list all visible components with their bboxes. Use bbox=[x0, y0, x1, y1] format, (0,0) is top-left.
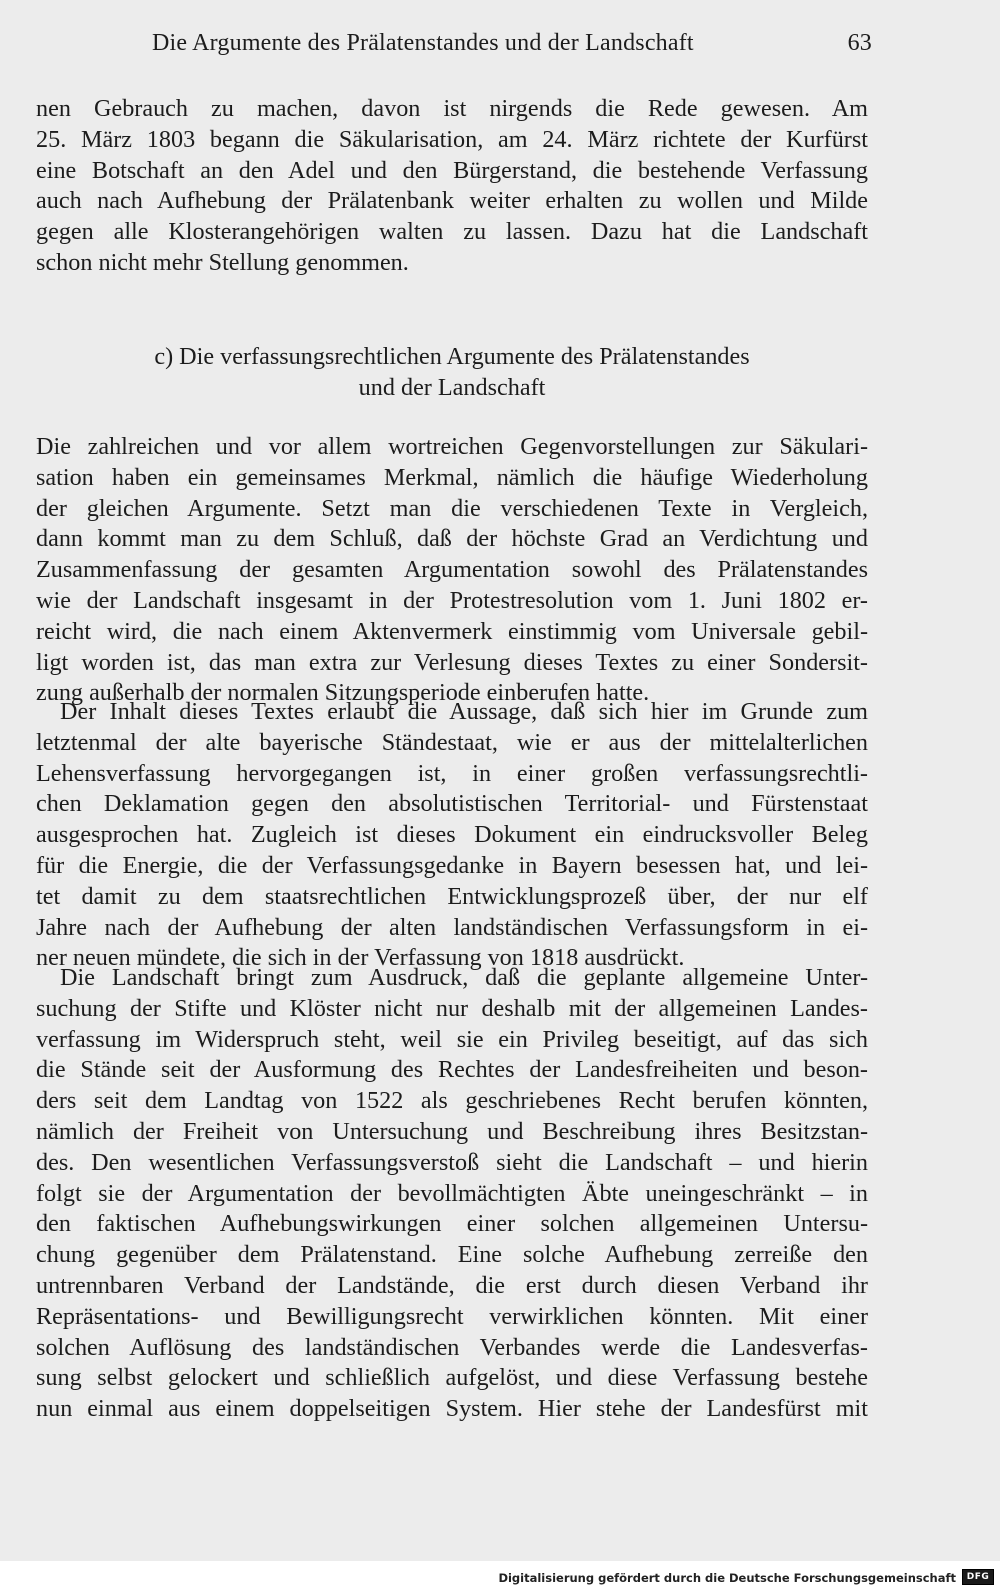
text-line: Lehensverfassung hervorgegangen ist, in einer großen verfassungsrechtli- bbox=[36, 759, 868, 787]
text-line: der gleichen Argumente. Setzt man die verschiedenen Texte in Vergleich, bbox=[36, 494, 868, 522]
running-head-title: Die Argumente des Prälatenstandes und der Landschaft bbox=[152, 30, 694, 56]
text-line: 25. März 1803 begann die Säkularisation, am 24. März richtete der Kurfürst bbox=[36, 125, 868, 153]
text-line: Jahre nach der Aufhebung der alten landständischen Verfassungsform in ei- bbox=[36, 913, 868, 941]
text-line: auch nach Aufhebung der Prälatenbank weiter erhalten zu wollen und Milde bbox=[36, 187, 868, 215]
text-line: des. Den wesentlichen Verfassungsverstoß sieht die Landschaft – und hierin bbox=[36, 1148, 868, 1176]
text-line: ner neuen mündete, die sich in der Verfassung von 1818 ausdrückt. bbox=[36, 944, 685, 972]
text-line: Die Landschaft bringt zum Ausdruck, daß die geplante allgemeine Unter- bbox=[60, 964, 868, 991]
paragraph bbox=[36, 697, 868, 974]
text-line: nämlich der Freiheit von Untersuchung und Beschreibung ihres Besitzstan- bbox=[36, 1117, 868, 1145]
text-line: chen Deklamation gegen den absolutistischen Territorial- und Fürstenstaat bbox=[36, 790, 868, 818]
paragraph-continuation bbox=[36, 94, 868, 279]
text-line: Der Inhalt dieses Textes erlaubt die Aussage, daß sich hier im Grunde zum bbox=[60, 698, 868, 725]
paragraph bbox=[36, 963, 868, 1425]
text-line: eine Botschaft an den Adel und den Bürgerstand, die bestehende Verfassung bbox=[36, 156, 868, 184]
text-line: untrennbaren Verband der Landstände, die erst durch diesen Verband ihr bbox=[36, 1271, 868, 1299]
funding-credit: Digitalisierung gefördert durch die Deutsche Forschungsgemeinschaft bbox=[498, 1571, 956, 1585]
text-line: Die zahlreichen und vor allem wortreichen Gegenvorstellungen zur Säkulari- bbox=[36, 433, 868, 460]
digitization-footer bbox=[0, 1561, 1000, 1591]
text-line: solchen Auflösung des landständischen Verbandes werde die Landesverfas- bbox=[36, 1333, 868, 1361]
text-line: tet damit zu dem staatsrechtlichen Entwicklungsprozeß über, der nur elf bbox=[36, 882, 868, 910]
text-line: nun einmal aus einem doppelseitigen System. Hier stehe der Landesfürst mit bbox=[36, 1395, 868, 1423]
text-line: Repräsentations- und Bewilligungsrecht verwirklichen könnten. Mit einer bbox=[36, 1302, 868, 1330]
text-line: zung außerhalb der normalen Sitzungsperiode einberufen hatte. bbox=[36, 679, 650, 707]
text-line: verfassung im Widerspruch steht, weil sie ein Privileg beseitigt, auf das sich bbox=[36, 1025, 868, 1053]
page-number: 63 bbox=[847, 30, 872, 56]
running-head bbox=[152, 30, 872, 64]
text-line: wie der Landschaft insgesamt in der Protestresolution vom 1. Juni 1802 er- bbox=[36, 586, 868, 614]
text-line: den faktischen Aufhebungswirkungen einer solchen allgemeinen Untersu- bbox=[36, 1210, 868, 1238]
text-line: dann kommt man zu dem Schluß, daß der höchste Grad an Verdichtung und bbox=[36, 525, 868, 553]
text-line: für die Energie, die der Verfassungsgedanke in Bayern besessen hat, und lei- bbox=[36, 851, 868, 879]
text-line: chung gegenüber dem Prälatenstand. Eine solche Aufhebung zerreiße den bbox=[36, 1241, 868, 1269]
text-line: ders seit dem Landtag von 1522 als geschriebenes Recht berufen könnten, bbox=[36, 1087, 868, 1115]
text-line: Zusammenfassung der gesamten Argumentation sowohl des Prälatenstandes bbox=[36, 556, 868, 584]
section-heading-line: c) Die verfassungsrechtlichen Argumente des Prälatenstandes bbox=[154, 343, 750, 370]
text-line: ausgesprochen hat. Zugleich ist dieses Dokument ein eindrucksvoller Beleg bbox=[36, 821, 868, 849]
text-line: gegen alle Klosterangehörigen walten zu lassen. Dazu hat die Landschaft bbox=[36, 218, 868, 246]
text-line: reicht wird, die nach einem Aktenvermerk einstimmig vom Universale gebil- bbox=[36, 617, 868, 645]
text-line: nen Gebrauch zu machen, davon ist nirgends die Rede gewesen. Am bbox=[36, 95, 868, 122]
text-line: sung selbst gelockert und schließlich aufgelöst, und diese Verfassung bestehe bbox=[36, 1364, 868, 1392]
text-line: die Stände seit der Ausformung des Rechtes der Landesfreiheiten und beson- bbox=[36, 1056, 868, 1084]
text-line: letztenmal der alte bayerische Ständestaat, wie er aus der mittelalterlichen bbox=[36, 728, 868, 756]
text-line: folgt sie der Argumentation der bevollmächtigten Äbte uneingeschränkt – in bbox=[36, 1179, 868, 1207]
section-heading bbox=[36, 342, 868, 404]
text-line: suchung der Stifte und Klöster nicht nur deshalb mit der allgemeinen Landes- bbox=[36, 994, 868, 1022]
text-line: sation haben ein gemeinsames Merkmal, nämlich die häufige Wiederholung bbox=[36, 463, 868, 491]
text-line: ligt worden ist, das man extra zur Verlesung dieses Textes zu einer Sondersit- bbox=[36, 648, 868, 676]
dfg-logo: DFG bbox=[962, 1569, 994, 1585]
section-heading-line: und der Landschaft bbox=[358, 373, 546, 401]
text-line: schon nicht mehr Stellung genommen. bbox=[36, 248, 409, 276]
paragraph bbox=[36, 432, 868, 709]
